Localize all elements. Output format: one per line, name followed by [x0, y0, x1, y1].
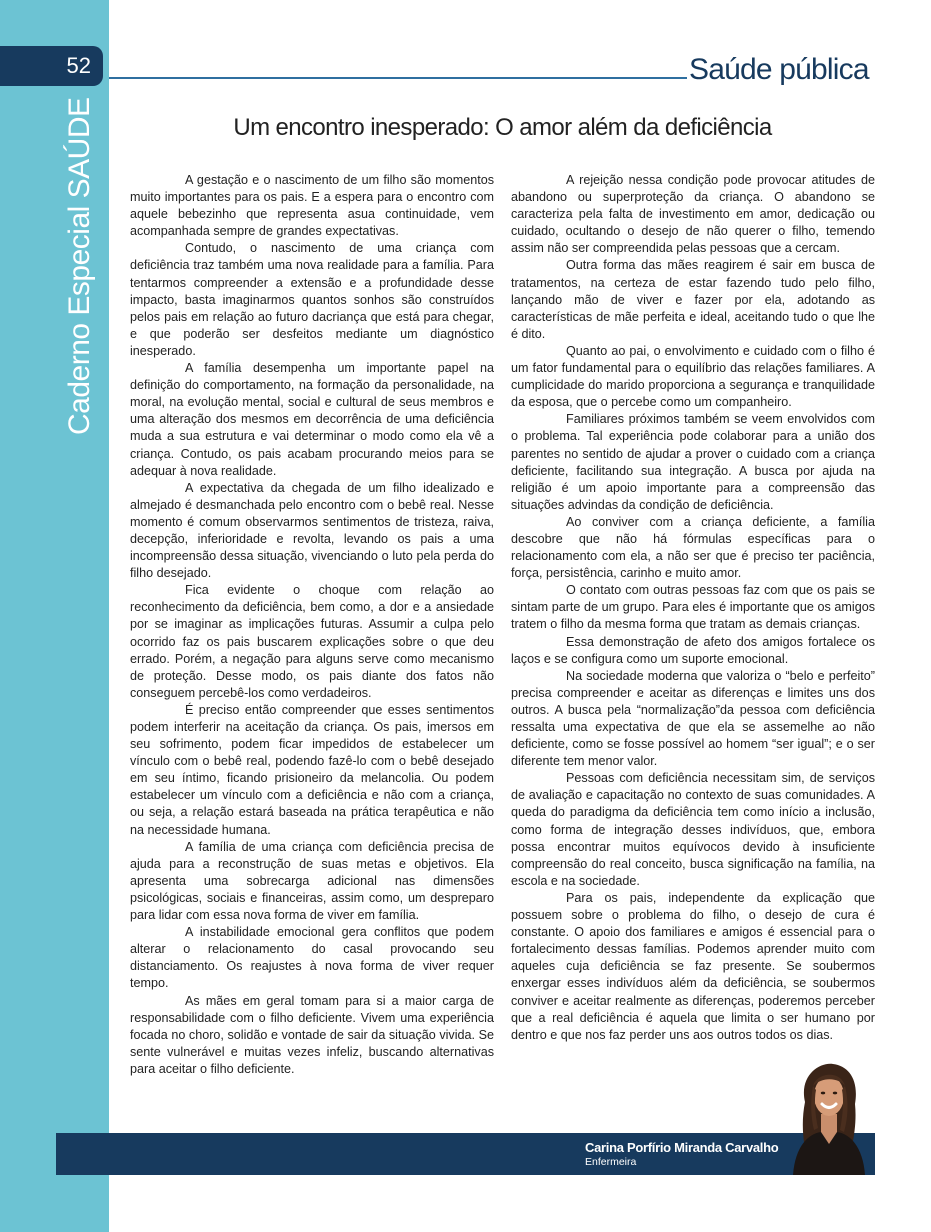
paragraph: Essa demonstração de afeto dos amigos fortalece os laços e se configura como um suporte emocional.	[511, 634, 875, 666]
author-portrait-icon	[783, 1062, 875, 1175]
paragraph: É preciso então compreender que esses sentimentos podem interferir na aceitação da criança. Os pais, imersos em seu sofrimento, podem ficar impedidos de estabelecer um vínculo com o bebê real, podendo fazê-lo com o bebê desejado em seu íntimo, ficando prisioneiro da melancolia. Ou podem estabelecer um vínculo com a deficiência e não com a criança, ou seja, a relação estará baseada na prática terapêutica e não na necessidade humana.	[130, 702, 494, 837]
paragraph: A família desempenha um importante papel na definição do comportamento, na formação da personalidade, na moral, na evolução mental, social e cultural de seus membros e uma alteração dos mesmos em decorrência de uma deficiência muda a sua estrutura e vai determinar o modo como ela vê a criança. Contudo, os pais acabam procurando meios para se adequar à nova realidade.	[130, 361, 494, 478]
article-title: Um encontro inesperado: O amor além da deficiência	[233, 114, 772, 141]
paragraph: Pessoas com deficiência necessitam sim, de serviços de avaliação e capacitação no contexto de suas comunidades. A queda do paradigma da deficiência tem como início a inclusão, como forma de integração desses indivíduos, que, embora possa encontrar muitos equívocos devido à insuficiente compreensão do real conceito, busca significação na família, na escola e na sociedade.	[511, 771, 875, 888]
paragraph: Fica evidente o choque com relação ao reconhecimento da deficiência, bem como, a dor e a ansiedade por se imaginar as implicações futuras. Assumir a culpa pelo ocorrido faz os pais buscarem explicações sobre o que deu errado. Porém, a negação para alguns serve como mecanismo de proteção. Desse modo, os pais diante dos fatos não conseguem percebê-los como verdadeiros.	[130, 583, 494, 700]
paragraph: A gestação e o nascimento de um filho são momentos muito importantes para os pais. E a espera para o encontro com aquele bebezinho que representa asua continuidade, vem acompanhada sempre de grandes expectativas.	[130, 173, 494, 239]
paragraph: A rejeição nessa condição pode provocar atitudes de abandono ou superproteção da criança. O abandono se caracteriza pela falta de investimento em amor, dedicação ou cuidado, ocultando o desejo de não querer o filho, temendo assim não ser compreendida pelas pessoas que a cercam.	[511, 173, 875, 256]
sidebar-title: Caderno Especial SAÚDE	[63, 97, 96, 435]
paragraph: Quanto ao pai, o envolvimento e cuidado com o filho é um fator fundamental para o equilíbrio das relações familiares. A cumplicidade do marido proporciona a segurança e tranquilidade da esposa, que o percebe como um companheiro.	[511, 343, 875, 410]
paragraph: As mães em geral tomam para si a maior carga de responsabilidade com o filho deficiente. Vivem uma experiência focada no choro, solidão e vontade de sair da situação vivida. Se sente vulnerável e muitas vezes infeliz, buscando alternativas para aceitar o filho deficiente.	[130, 993, 494, 1076]
paragraph: A instabilidade emocional gera conflitos que podem alterar o relacionamento do casal provocando seu distanciamento. Os reajustes à nova forma de viver requer tempo.	[130, 925, 494, 991]
paragraph: A família de uma criança com deficiência precisa de ajuda para a reconstrução de suas metas e objetivos. Ela apresenta uma sobrecarga adicional nas dimensões psicológicas, sociais e financeiras, assim como, um despreparo para lidar com essa nova forma de viver em família.	[130, 839, 494, 923]
paragraph: Ao conviver com a criança deficiente, a família descobre que não há fórmulas específicas para o relacionamento com ela, a não ser que é preciso ter paciência, força, persistência, carinho e muito amor.	[511, 514, 875, 581]
left-column	[130, 172, 494, 1078]
page-number: 52	[0, 46, 103, 86]
paragraph: Para os pais, independente da explicação que possuem sobre o problema do filho, o desejo de cura é constante. O apoio dos familiares e amigos é essencial para o fortalecimento dessas famílias. Podemos aprender muito com aqueles cuja deficiência se faz presente. Se soubermos enxergar esses indivíduos além da deficiência, se soubermos conviver e aceitar realmente as diferenças, poderemos perceber que a real deficiência é aquela que limita o ser humano por dentro e que nos faz perder uns aos outros todos os dias.	[511, 890, 875, 1042]
paragraph: Na sociedade moderna que valoriza o “belo e perfeito” precisa compreender e aceitar as diferenças e limites uns dos outros. A busca pela “normalização”da pessoa com deficiência ressalta uma expectativa de que ela se assemelhe ao não deficiente, como se fosse possível ao homem “ser igual”; e o ser diferente tem menor valor.	[511, 668, 875, 769]
right-column	[511, 172, 875, 1044]
paragraph: A expectativa da chegada de um filho idealizado e almejado é desmanchada pelo encontro com o bebê real. Nesse momento é comum observarmos sentimentos de tristeza, raiva, decepção, inferioridade e revolta, levando os pais a uma incompreensão dessa situação, vivenciando o luto pela perda do filho desejado.	[130, 480, 494, 581]
author-name: Carina Porfírio Miranda Carvalho	[585, 1140, 779, 1155]
paragraph: Familiares próximos também se veem envolvidos com o problema. Tal experiência pode colaborar para a união dos parentes no sentido de ajudar a prover o cuidado com a criança deficiente, facilitando sua integração. A busca por ajuda na religião é um apoio importante para a compreensão das situações advindas da condição de deficiência.	[511, 412, 875, 512]
header-rule	[109, 77, 687, 79]
paragraph: Contudo, o nascimento de uma criança com deficiência traz também uma nova realidade para a família. Para tentarmos compreender a extensão e a profundidade desse impacto, basta imaginarmos quantos sonhos são construídos pelos pais em relação ao futuro dacriança que está para chegar, e que poderão ser desfeitos mediante um diagnóstico inesperado.	[130, 241, 494, 358]
author-role: Enfermeira	[585, 1156, 637, 1168]
paragraph: O contato com outras pessoas faz com que os pais se sintam parte de um grupo. Para eles é importante que os amigos tratem o filho da mesma forma que tratam as demais crianças.	[511, 583, 875, 632]
paragraph: Outra forma das mães reagirem é sair em busca de tratamentos, na certeza de estar fazendo tudo pelo filho, lançando mão de viver e fazer por ela, adotando as características de mãe perfeita e ideal, aceitando tudo o que lhe é dito.	[511, 258, 875, 341]
section-title: Saúde pública	[689, 53, 869, 86]
